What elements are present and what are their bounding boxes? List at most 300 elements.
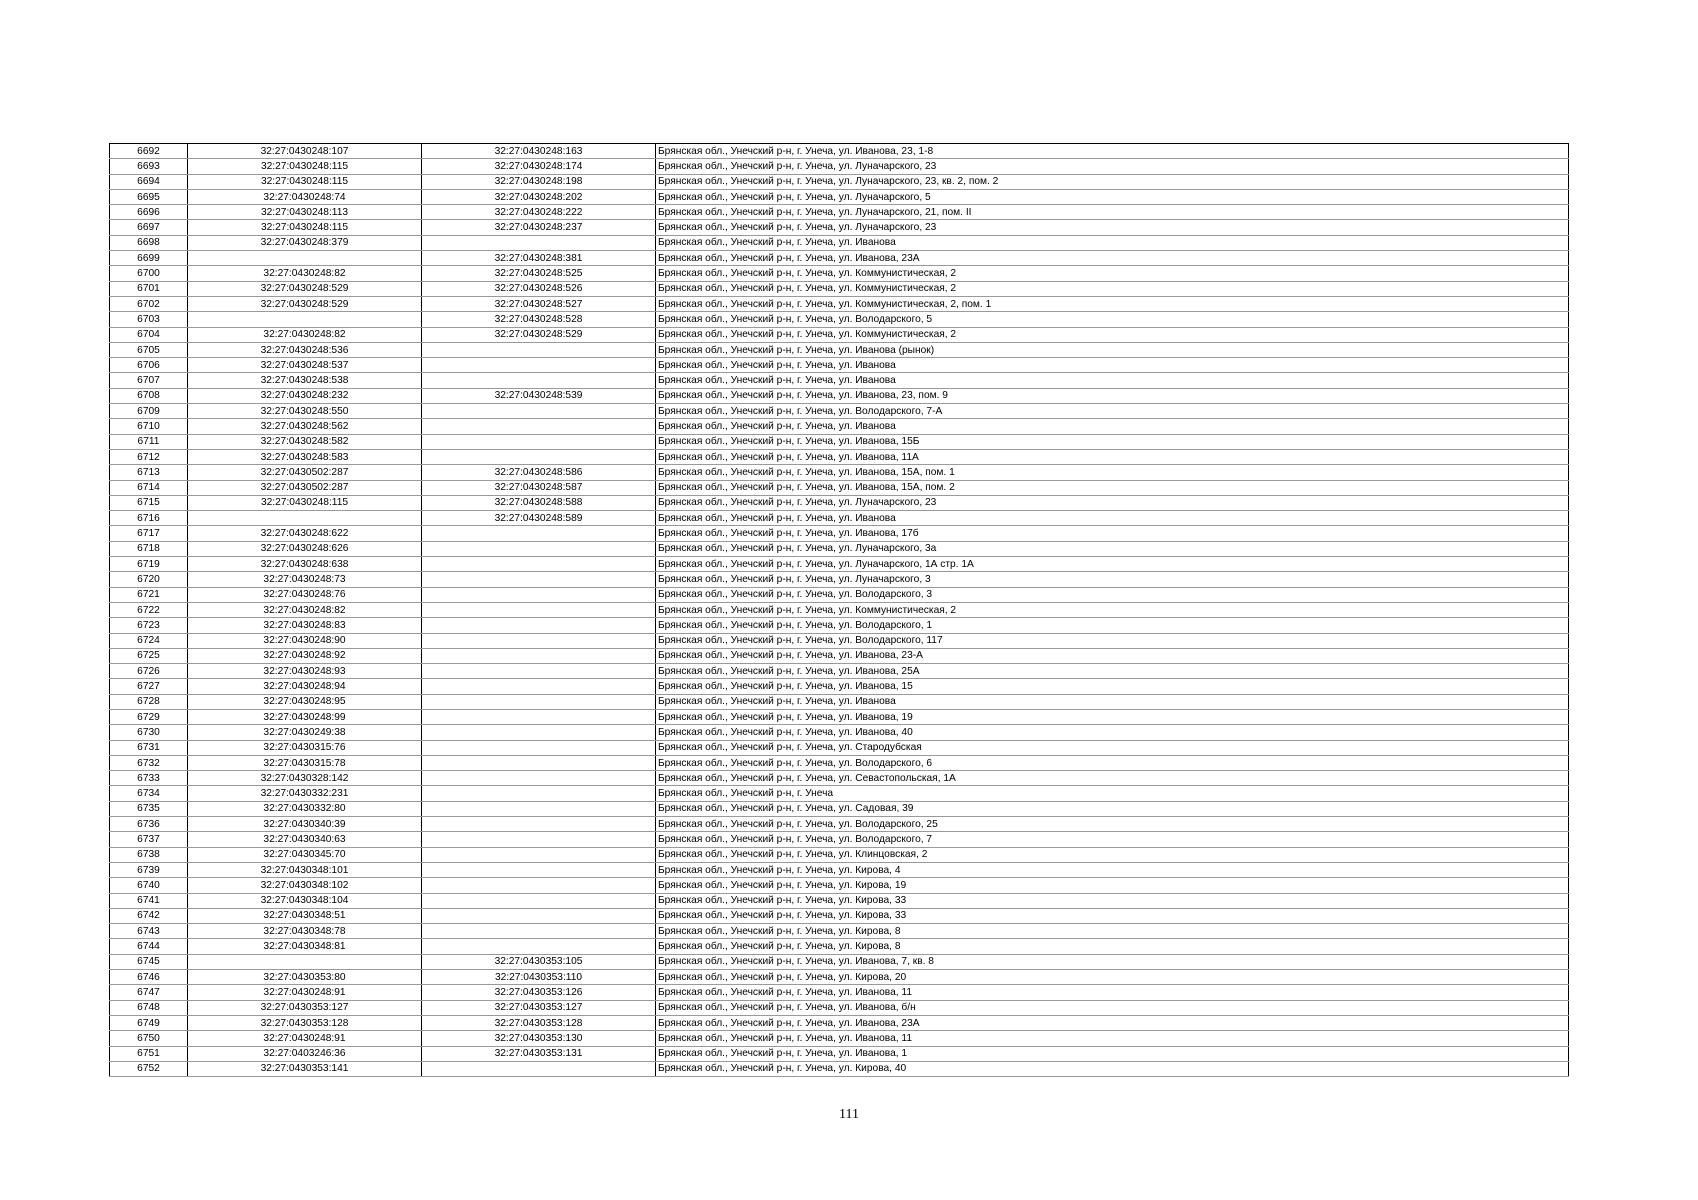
- address-cell: Брянская обл., Унечский р-н, г. Унеча, ул. Иванова: [656, 511, 1569, 526]
- cadastral-number-cell: 32:27:0430502:287: [188, 465, 422, 480]
- table-row: [110, 235, 1569, 250]
- cadastral-number-cell: 32:27:0430248:74: [188, 189, 422, 204]
- address-cell: Брянская обл., Унечский р-н, г. Унеча, ул. Иванова, 23, пом. 9: [656, 388, 1569, 403]
- table-row: [110, 495, 1569, 510]
- cadastral-number-cell: 32:27:0430248:529: [188, 296, 422, 311]
- address-cell: Брянская обл., Унечский р-н, г. Унеча, ул. Коммунистическая, 2: [656, 327, 1569, 342]
- table-row: [110, 664, 1569, 679]
- table-row: [110, 312, 1569, 327]
- row-number-cell: 6693: [110, 159, 188, 174]
- related-cadastral-number-cell: 32:27:0430353:130: [422, 1031, 656, 1046]
- page-number: 111: [839, 1107, 859, 1122]
- row-number-cell: 6714: [110, 480, 188, 495]
- row-number-cell: 6752: [110, 1061, 188, 1076]
- table-row: [110, 618, 1569, 633]
- related-cadastral-number-cell: 32:27:0430248:589: [422, 511, 656, 526]
- address-cell: Брянская обл., Унечский р-н, г. Унеча, ул. Иванова, 15: [656, 679, 1569, 694]
- address-cell: Брянская обл., Унечский р-н, г. Унеча, ул. Иванова, 25А: [656, 664, 1569, 679]
- address-cell: Брянская обл., Унечский р-н, г. Унеча, ул. Иванова, 15А, пом. 1: [656, 465, 1569, 480]
- cadastral-number-cell: 32:27:0430348:102: [188, 878, 422, 893]
- address-cell: Брянская обл., Унечский р-н, г. Унеча, ул. Стародубская: [656, 740, 1569, 755]
- table-row: [110, 771, 1569, 786]
- row-number-cell: 6713: [110, 465, 188, 480]
- table-row: [110, 388, 1569, 403]
- address-cell: Брянская обл., Унечский р-н, г. Унеча, ул. Кирова, 8: [656, 924, 1569, 939]
- row-number-cell: 6711: [110, 434, 188, 449]
- row-number-cell: 6692: [110, 144, 188, 159]
- row-number-cell: 6735: [110, 801, 188, 816]
- row-number-cell: 6737: [110, 832, 188, 847]
- address-cell: Брянская обл., Унечский р-н, г. Унеча, ул. Коммунистическая, 2, пом. 1: [656, 296, 1569, 311]
- related-cadastral-number-cell: 32:27:0430353:126: [422, 985, 656, 1000]
- row-number-cell: 6728: [110, 694, 188, 709]
- address-cell: Брянская обл., Унечский р-н, г. Унеча, ул. Иванова, 23-А: [656, 648, 1569, 663]
- cadastral-number-cell: 32:27:0430332:80: [188, 801, 422, 816]
- row-number-cell: 6746: [110, 970, 188, 985]
- row-number-cell: 6703: [110, 312, 188, 327]
- table-row: [110, 480, 1569, 495]
- row-number-cell: 6694: [110, 174, 188, 189]
- table-row: [110, 970, 1569, 985]
- related-cadastral-number-cell: 32:27:0430248:381: [422, 251, 656, 266]
- cadastral-number-cell: 32:27:0430248:626: [188, 541, 422, 556]
- row-number-cell: 6740: [110, 878, 188, 893]
- address-cell: Брянская обл., Унечский р-н, г. Унеча, ул. Луначарского, 23: [656, 220, 1569, 235]
- cadastral-number-cell: 32:27:0430248:83: [188, 618, 422, 633]
- row-number-cell: 6729: [110, 709, 188, 724]
- row-number-cell: 6744: [110, 939, 188, 954]
- related-cadastral-number-cell: [422, 235, 656, 250]
- address-cell: Брянская обл., Унечский р-н, г. Унеча, ул. Иванова: [656, 358, 1569, 373]
- table-row: [110, 648, 1569, 663]
- address-cell: Брянская обл., Унечский р-н, г. Унеча, ул. Луначарского, 23: [656, 495, 1569, 510]
- address-cell: Брянская обл., Унечский р-н, г. Унеча, ул. Володарского, 5: [656, 312, 1569, 327]
- related-cadastral-number-cell: [422, 572, 656, 587]
- row-number-cell: 6709: [110, 404, 188, 419]
- cadastral-number-cell: 32:27:0430248:76: [188, 587, 422, 602]
- related-cadastral-number-cell: 32:27:0430353:131: [422, 1046, 656, 1061]
- related-cadastral-number-cell: [422, 557, 656, 572]
- row-number-cell: 6727: [110, 679, 188, 694]
- related-cadastral-number-cell: 32:27:0430248:586: [422, 465, 656, 480]
- address-cell: Брянская обл., Унечский р-н, г. Унеча, ул. Иванова, 11А: [656, 449, 1569, 464]
- related-cadastral-number-cell: 32:27:0430248:587: [422, 480, 656, 495]
- table-body: [110, 144, 1569, 1077]
- address-cell: Брянская обл., Унечский р-н, г. Унеча, ул. Иванова: [656, 694, 1569, 709]
- row-number-cell: 6698: [110, 235, 188, 250]
- table-row: [110, 786, 1569, 801]
- row-number-cell: 6705: [110, 342, 188, 357]
- table-row: [110, 434, 1569, 449]
- related-cadastral-number-cell: [422, 924, 656, 939]
- related-cadastral-number-cell: 32:27:0430248:529: [422, 327, 656, 342]
- table-row: [110, 878, 1569, 893]
- address-cell: Брянская обл., Унечский р-н, г. Унеча: [656, 786, 1569, 801]
- cadastral-number-cell: 32:27:0430248:82: [188, 602, 422, 617]
- address-cell: Брянская обл., Унечский р-н, г. Унеча, ул. Клинцовская, 2: [656, 847, 1569, 862]
- address-cell: Брянская обл., Унечский р-н, г. Унеча, ул. Кирова, 40: [656, 1061, 1569, 1076]
- address-cell: Брянская обл., Унечский р-н, г. Унеча, ул. Володарского, 7: [656, 832, 1569, 847]
- cadastral-number-cell: 32:27:0430315:78: [188, 755, 422, 770]
- related-cadastral-number-cell: [422, 908, 656, 923]
- related-cadastral-number-cell: 32:27:0430353:128: [422, 1015, 656, 1030]
- address-cell: Брянская обл., Унечский р-н, г. Унеча, ул. Коммунистическая, 2: [656, 281, 1569, 296]
- table-row: [110, 159, 1569, 174]
- row-number-cell: 6720: [110, 572, 188, 587]
- address-cell: Брянская обл., Унечский р-н, г. Унеча, ул. Садовая, 39: [656, 801, 1569, 816]
- related-cadastral-number-cell: [422, 419, 656, 434]
- cadastral-number-cell: 32:27:0430248:538: [188, 373, 422, 388]
- related-cadastral-number-cell: 32:27:0430248:174: [422, 159, 656, 174]
- related-cadastral-number-cell: 32:27:0430248:202: [422, 189, 656, 204]
- table-row: [110, 679, 1569, 694]
- cadastral-number-cell: 32:27:0430332:231: [188, 786, 422, 801]
- related-cadastral-number-cell: [422, 771, 656, 786]
- table-row: [110, 557, 1569, 572]
- related-cadastral-number-cell: 32:27:0430353:105: [422, 954, 656, 969]
- cadastral-number-cell: 32:27:0430248:638: [188, 557, 422, 572]
- cadastral-number-cell: 32:27:0430348:51: [188, 908, 422, 923]
- address-cell: Брянская обл., Унечский р-н, г. Унеча, ул. Володарского, 25: [656, 817, 1569, 832]
- cadastral-number-cell: 32:27:0430248:529: [188, 281, 422, 296]
- related-cadastral-number-cell: [422, 449, 656, 464]
- cadastral-number-cell: 32:27:0430248:82: [188, 327, 422, 342]
- cadastral-number-cell: 32:27:0430248:94: [188, 679, 422, 694]
- table-row: [110, 893, 1569, 908]
- table-row: [110, 189, 1569, 204]
- related-cadastral-number-cell: 32:27:0430248:526: [422, 281, 656, 296]
- cadastral-number-cell: 32:27:0430248:379: [188, 235, 422, 250]
- related-cadastral-number-cell: [422, 358, 656, 373]
- table-row: [110, 694, 1569, 709]
- row-number-cell: 6707: [110, 373, 188, 388]
- address-cell: Брянская обл., Унечский р-н, г. Унеча, ул. Иванова, 23, 1-8: [656, 144, 1569, 159]
- table-row: [110, 847, 1569, 862]
- address-cell: Брянская обл., Унечский р-н, г. Унеча, ул. Володарского, 3: [656, 587, 1569, 602]
- table-row: [110, 296, 1569, 311]
- related-cadastral-number-cell: 32:27:0430248:222: [422, 205, 656, 220]
- cadastral-number-cell: 32:27:0430248:95: [188, 694, 422, 709]
- row-number-cell: 6730: [110, 725, 188, 740]
- related-cadastral-number-cell: [422, 342, 656, 357]
- cadastral-number-cell: 32:27:0430328:142: [188, 771, 422, 786]
- cadastral-number-cell: 32:27:0430248:115: [188, 159, 422, 174]
- related-cadastral-number-cell: [422, 878, 656, 893]
- row-number-cell: 6699: [110, 251, 188, 266]
- row-number-cell: 6702: [110, 296, 188, 311]
- cadastral-number-cell: 32:27:0430353:80: [188, 970, 422, 985]
- related-cadastral-number-cell: [422, 755, 656, 770]
- table-row: [110, 404, 1569, 419]
- row-number-cell: 6731: [110, 740, 188, 755]
- row-number-cell: 6736: [110, 817, 188, 832]
- cadastral-number-cell: 32:27:0430248:622: [188, 526, 422, 541]
- row-number-cell: 6743: [110, 924, 188, 939]
- cadastral-number-cell: 32:27:0430340:39: [188, 817, 422, 832]
- address-cell: Брянская обл., Унечский р-н, г. Унеча, ул. Луначарского, 21, пом. II: [656, 205, 1569, 220]
- cadastral-number-cell: 32:27:0430248:562: [188, 419, 422, 434]
- related-cadastral-number-cell: 32:27:0430353:110: [422, 970, 656, 985]
- address-cell: Брянская обл., Унечский р-н, г. Унеча, ул. Володарского, 7-А: [656, 404, 1569, 419]
- cadastral-number-cell: 32:27:0430248:73: [188, 572, 422, 587]
- row-number-cell: 6712: [110, 449, 188, 464]
- address-cell: Брянская обл., Унечский р-н, г. Унеча, ул. Кирова, 33: [656, 893, 1569, 908]
- cadastral-number-cell: 32:27:0430248:115: [188, 174, 422, 189]
- table-row: [110, 449, 1569, 464]
- table-row: [110, 174, 1569, 189]
- cadastral-number-cell: [188, 511, 422, 526]
- table-row: [110, 1046, 1569, 1061]
- table-row: [110, 954, 1569, 969]
- cadastral-number-cell: 32:27:0430248:582: [188, 434, 422, 449]
- table-row: [110, 725, 1569, 740]
- table-row: [110, 1061, 1569, 1076]
- address-cell: Брянская обл., Унечский р-н, г. Унеча, ул. Иванова, 23А: [656, 1015, 1569, 1030]
- row-number-cell: 6726: [110, 664, 188, 679]
- cadastral-number-cell: 32:27:0403246:36: [188, 1046, 422, 1061]
- cadastral-number-cell: 32:27:0430248:536: [188, 342, 422, 357]
- cadastral-number-cell: 32:27:0430353:127: [188, 1000, 422, 1015]
- row-number-cell: 6721: [110, 587, 188, 602]
- row-number-cell: 6695: [110, 189, 188, 204]
- address-cell: Брянская обл., Унечский р-н, г. Унеча, ул. Севастопольская, 1А: [656, 771, 1569, 786]
- row-number-cell: 6716: [110, 511, 188, 526]
- row-number-cell: 6697: [110, 220, 188, 235]
- related-cadastral-number-cell: [422, 633, 656, 648]
- row-number-cell: 6748: [110, 1000, 188, 1015]
- related-cadastral-number-cell: [422, 801, 656, 816]
- cadastral-number-cell: 32:27:0430348:104: [188, 893, 422, 908]
- address-cell: Брянская обл., Унечский р-н, г. Унеча, ул. Кирова, 4: [656, 862, 1569, 877]
- row-number-cell: 6701: [110, 281, 188, 296]
- table-row: [110, 144, 1569, 159]
- address-cell: Брянская обл., Унечский р-н, г. Унеча, ул. Иванова, 15Б: [656, 434, 1569, 449]
- cadastral-number-cell: 32:27:0430340:63: [188, 832, 422, 847]
- row-number-cell: 6704: [110, 327, 188, 342]
- table-row: [110, 908, 1569, 923]
- address-cell: Брянская обл., Унечский р-н, г. Унеча, ул. Володарского, 6: [656, 755, 1569, 770]
- table-row: [110, 251, 1569, 266]
- address-cell: Брянская обл., Унечский р-н, г. Унеча, ул. Иванова, 11: [656, 985, 1569, 1000]
- related-cadastral-number-cell: 32:27:0430248:198: [422, 174, 656, 189]
- address-cell: Брянская обл., Унечский р-н, г. Унеча, ул. Иванова, 19: [656, 709, 1569, 724]
- cadastral-number-cell: 32:27:0430248:115: [188, 495, 422, 510]
- related-cadastral-number-cell: [422, 893, 656, 908]
- related-cadastral-number-cell: [422, 404, 656, 419]
- row-number-cell: 6734: [110, 786, 188, 801]
- cadastral-number-cell: 32:27:0430248:91: [188, 1031, 422, 1046]
- row-number-cell: 6742: [110, 908, 188, 923]
- cadastral-number-cell: [188, 954, 422, 969]
- row-number-cell: 6738: [110, 847, 188, 862]
- address-cell: Брянская обл., Унечский р-н, г. Унеча, ул. Луначарского, 23: [656, 159, 1569, 174]
- cadastral-number-cell: [188, 251, 422, 266]
- related-cadastral-number-cell: [422, 1061, 656, 1076]
- row-number-cell: 6739: [110, 862, 188, 877]
- address-cell: Брянская обл., Унечский р-н, г. Унеча, ул. Иванова: [656, 419, 1569, 434]
- cadastral-number-cell: 32:27:0430248:93: [188, 664, 422, 679]
- cadastral-number-cell: 32:27:0430248:115: [188, 220, 422, 235]
- cadastral-number-cell: 32:27:0430353:141: [188, 1061, 422, 1076]
- table-row: [110, 817, 1569, 832]
- address-cell: Брянская обл., Унечский р-н, г. Унеча, ул. Иванова, 11: [656, 1031, 1569, 1046]
- related-cadastral-number-cell: [422, 541, 656, 556]
- row-number-cell: 6718: [110, 541, 188, 556]
- related-cadastral-number-cell: 32:27:0430248:539: [422, 388, 656, 403]
- related-cadastral-number-cell: [422, 939, 656, 954]
- address-cell: Брянская обл., Унечский р-н, г. Унеча, ул. Иванова (рынок): [656, 342, 1569, 357]
- related-cadastral-number-cell: [422, 725, 656, 740]
- cadastral-number-cell: 32:27:0430348:101: [188, 862, 422, 877]
- cadastral-number-cell: 32:27:0430248:99: [188, 709, 422, 724]
- address-cell: Брянская обл., Унечский р-н, г. Унеча, ул. Луначарского, 3: [656, 572, 1569, 587]
- table-row: [110, 709, 1569, 724]
- address-cell: Брянская обл., Унечский р-н, г. Унеча, ул. Иванова, б/н: [656, 1000, 1569, 1015]
- cadastral-number-cell: [188, 312, 422, 327]
- related-cadastral-number-cell: [422, 618, 656, 633]
- cadastral-number-cell: 32:27:0430249:38: [188, 725, 422, 740]
- address-cell: Брянская обл., Унечский р-н, г. Унеча, ул. Луначарского, 1А стр. 1А: [656, 557, 1569, 572]
- cadastral-number-cell: 32:27:0430248:232: [188, 388, 422, 403]
- table-row: [110, 373, 1569, 388]
- related-cadastral-number-cell: 32:27:0430248:163: [422, 144, 656, 159]
- related-cadastral-number-cell: [422, 832, 656, 847]
- table-row: [110, 281, 1569, 296]
- address-cell: Брянская обл., Унечский р-н, г. Унеча, ул. Иванова: [656, 373, 1569, 388]
- row-number-cell: 6715: [110, 495, 188, 510]
- related-cadastral-number-cell: 32:27:0430248:527: [422, 296, 656, 311]
- cadastral-number-cell: 32:27:0430248:92: [188, 648, 422, 663]
- address-cell: Брянская обл., Унечский р-н, г. Унеча, ул. Иванова, 15А, пом. 2: [656, 480, 1569, 495]
- cadastral-table: [109, 143, 1569, 1077]
- table-row: [110, 526, 1569, 541]
- address-cell: Брянская обл., Унечский р-н, г. Унеча, ул. Коммунистическая, 2: [656, 602, 1569, 617]
- table-row: [110, 939, 1569, 954]
- row-number-cell: 6725: [110, 648, 188, 663]
- row-number-cell: 6706: [110, 358, 188, 373]
- table-row: [110, 740, 1569, 755]
- table-row: [110, 266, 1569, 281]
- cadastral-number-cell: 32:27:0430353:128: [188, 1015, 422, 1030]
- table-row: [110, 1015, 1569, 1030]
- table-row: [110, 587, 1569, 602]
- related-cadastral-number-cell: 32:27:0430353:127: [422, 1000, 656, 1015]
- related-cadastral-number-cell: 32:27:0430248:237: [422, 220, 656, 235]
- cadastral-number-cell: 32:27:0430248:91: [188, 985, 422, 1000]
- related-cadastral-number-cell: 32:27:0430248:588: [422, 495, 656, 510]
- table-row: [110, 1000, 1569, 1015]
- table-row: [110, 327, 1569, 342]
- cadastral-number-cell: 32:27:0430248:107: [188, 144, 422, 159]
- table-row: [110, 832, 1569, 847]
- address-cell: Брянская обл., Унечский р-н, г. Унеча, ул. Иванова, 40: [656, 725, 1569, 740]
- cadastral-number-cell: 32:27:0430248:113: [188, 205, 422, 220]
- address-cell: Брянская обл., Унечский р-н, г. Унеча, ул. Кирова, 8: [656, 939, 1569, 954]
- row-number-cell: 6741: [110, 893, 188, 908]
- address-cell: Брянская обл., Унечский р-н, г. Унеча, ул. Кирова, 20: [656, 970, 1569, 985]
- address-cell: Брянская обл., Унечский р-н, г. Унеча, ул. Кирова, 19: [656, 878, 1569, 893]
- row-number-cell: 6700: [110, 266, 188, 281]
- related-cadastral-number-cell: [422, 434, 656, 449]
- row-number-cell: 6710: [110, 419, 188, 434]
- cadastral-number-cell: 32:27:0430248:90: [188, 633, 422, 648]
- table-row: [110, 755, 1569, 770]
- address-cell: Брянская обл., Унечский р-н, г. Унеча, ул. Иванова, 1: [656, 1046, 1569, 1061]
- address-cell: Брянская обл., Унечский р-н, г. Унеча, ул. Луначарского, 3а: [656, 541, 1569, 556]
- address-cell: Брянская обл., Унечский р-н, г. Унеча, ул. Иванова, 17б: [656, 526, 1569, 541]
- row-number-cell: 6717: [110, 526, 188, 541]
- table-row: [110, 801, 1569, 816]
- related-cadastral-number-cell: [422, 373, 656, 388]
- related-cadastral-number-cell: [422, 587, 656, 602]
- table-row: [110, 633, 1569, 648]
- table-row: [110, 358, 1569, 373]
- table-row: [110, 205, 1569, 220]
- row-number-cell: 6696: [110, 205, 188, 220]
- row-number-cell: 6745: [110, 954, 188, 969]
- table-row: [110, 419, 1569, 434]
- cadastral-number-cell: 32:27:0430248:550: [188, 404, 422, 419]
- related-cadastral-number-cell: [422, 648, 656, 663]
- address-cell: Брянская обл., Унечский р-н, г. Унеча, ул. Кирова, 33: [656, 908, 1569, 923]
- row-number-cell: 6733: [110, 771, 188, 786]
- address-cell: Брянская обл., Унечский р-н, г. Унеча, ул. Луначарского, 23, кв. 2, пом. 2: [656, 174, 1569, 189]
- related-cadastral-number-cell: [422, 740, 656, 755]
- cadastral-number-cell: 32:27:0430348:81: [188, 939, 422, 954]
- table-row: [110, 342, 1569, 357]
- address-cell: Брянская обл., Унечский р-н, г. Унеча, ул. Иванова, 7, кв. 8: [656, 954, 1569, 969]
- table-row: [110, 1031, 1569, 1046]
- table-row: [110, 862, 1569, 877]
- row-number-cell: 6708: [110, 388, 188, 403]
- row-number-cell: 6749: [110, 1015, 188, 1030]
- table-row: [110, 985, 1569, 1000]
- cadastral-number-cell: 32:27:0430502:287: [188, 480, 422, 495]
- related-cadastral-number-cell: [422, 786, 656, 801]
- row-number-cell: 6722: [110, 602, 188, 617]
- address-cell: Брянская обл., Унечский р-н, г. Унеча, ул. Володарского, 1: [656, 618, 1569, 633]
- address-cell: Брянская обл., Унечский р-н, г. Унеча, ул. Володарского, 117: [656, 633, 1569, 648]
- cadastral-number-cell: 32:27:0430348:78: [188, 924, 422, 939]
- row-number-cell: 6723: [110, 618, 188, 633]
- related-cadastral-number-cell: [422, 602, 656, 617]
- row-number-cell: 6732: [110, 755, 188, 770]
- table-row: [110, 511, 1569, 526]
- related-cadastral-number-cell: 32:27:0430248:528: [422, 312, 656, 327]
- row-number-cell: 6751: [110, 1046, 188, 1061]
- table-row: [110, 541, 1569, 556]
- related-cadastral-number-cell: [422, 862, 656, 877]
- table-row: [110, 924, 1569, 939]
- cadastral-number-cell: 32:27:0430248:583: [188, 449, 422, 464]
- table-row: [110, 572, 1569, 587]
- cadastral-number-cell: 32:27:0430345:70: [188, 847, 422, 862]
- row-number-cell: 6750: [110, 1031, 188, 1046]
- address-cell: Брянская обл., Унечский р-н, г. Унеча, ул. Коммунистическая, 2: [656, 266, 1569, 281]
- related-cadastral-number-cell: [422, 679, 656, 694]
- row-number-cell: 6719: [110, 557, 188, 572]
- row-number-cell: 6747: [110, 985, 188, 1000]
- row-number-cell: 6724: [110, 633, 188, 648]
- address-cell: Брянская обл., Унечский р-н, г. Унеча, ул. Иванова: [656, 235, 1569, 250]
- related-cadastral-number-cell: [422, 709, 656, 724]
- related-cadastral-number-cell: [422, 847, 656, 862]
- related-cadastral-number-cell: 32:27:0430248:525: [422, 266, 656, 281]
- table-row: [110, 465, 1569, 480]
- related-cadastral-number-cell: [422, 694, 656, 709]
- address-cell: Брянская обл., Унечский р-н, г. Унеча, ул. Иванова, 23А: [656, 251, 1569, 266]
- table-row: [110, 602, 1569, 617]
